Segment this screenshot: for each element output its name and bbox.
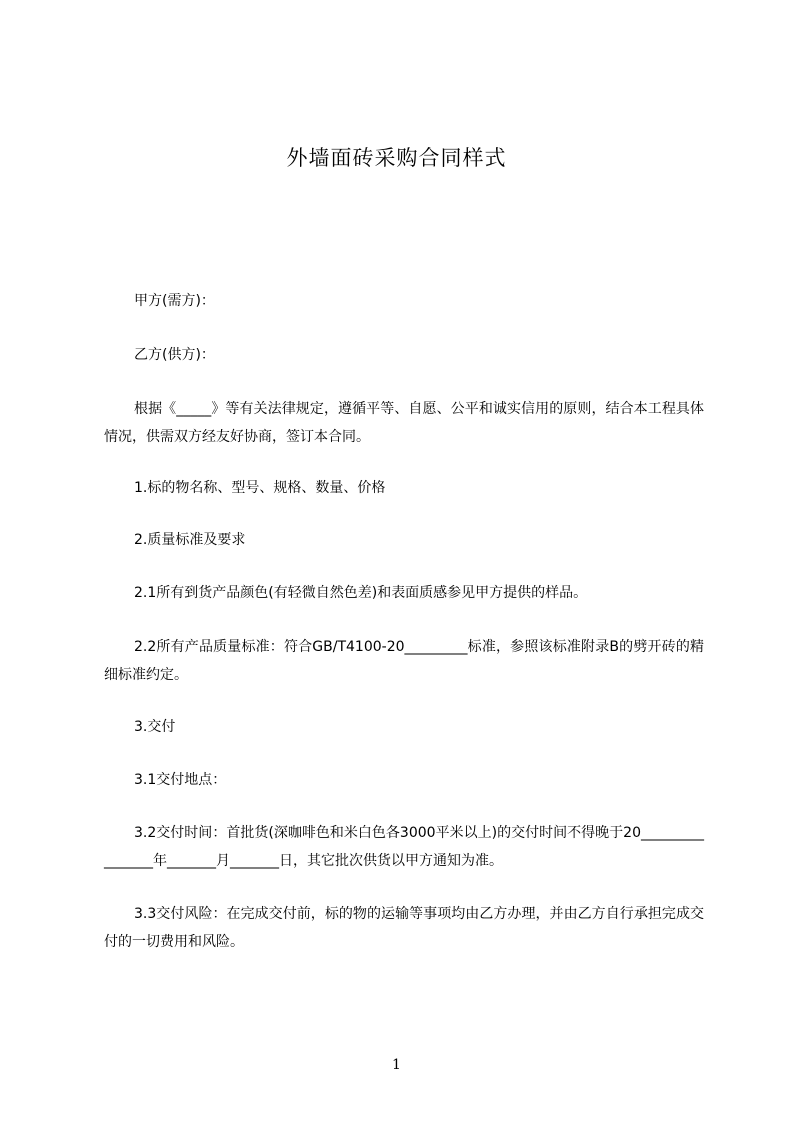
- clause-3-3: 3.3交付风险：在完成交付前，标的物的运输等事项均由乙方办理，并由乙方自行承担完成交付的一切费用和风险。: [104, 906, 704, 950]
- clause-3-2: 3.2交付时间：首批货(深咖啡色和米白色各3000平米以上)的交付时间不得晚于20________________年_______月_______日，其它批次供货以甲方通知为准。: [104, 825, 704, 869]
- clause-3-1: 3.1交付地点：: [134, 772, 227, 788]
- section-2-heading: 2.质量标准及要求: [134, 532, 246, 548]
- party-b-line: 乙方(供方)：: [134, 347, 215, 363]
- clause-2-1: 2.1所有到货产品颜色(有轻微自然色差)和表面质感参见甲方提供的样品。: [134, 585, 588, 601]
- clause-2-2: 2.2所有产品质量标准：符合GB/T4100-20_________标准，参照该标准附录B的劈开砖的精细标准约定。: [104, 639, 704, 683]
- preamble-paragraph: 根据《_____》等有关法律规定，遵循平等、自愿、公平和诚实信用的原则，结合本工程具体情况，供需双方经友好协商，签订本合同。: [104, 401, 704, 445]
- section-3-heading: 3.交付: [134, 719, 176, 735]
- party-a-line: 甲方(需方)：: [134, 293, 215, 309]
- section-1-heading: 1.标的物名称、型号、规格、数量、价格: [134, 480, 386, 496]
- page-number: 1: [392, 1057, 401, 1073]
- page-title: 外墙面砖采购合同样式: [286, 146, 507, 170]
